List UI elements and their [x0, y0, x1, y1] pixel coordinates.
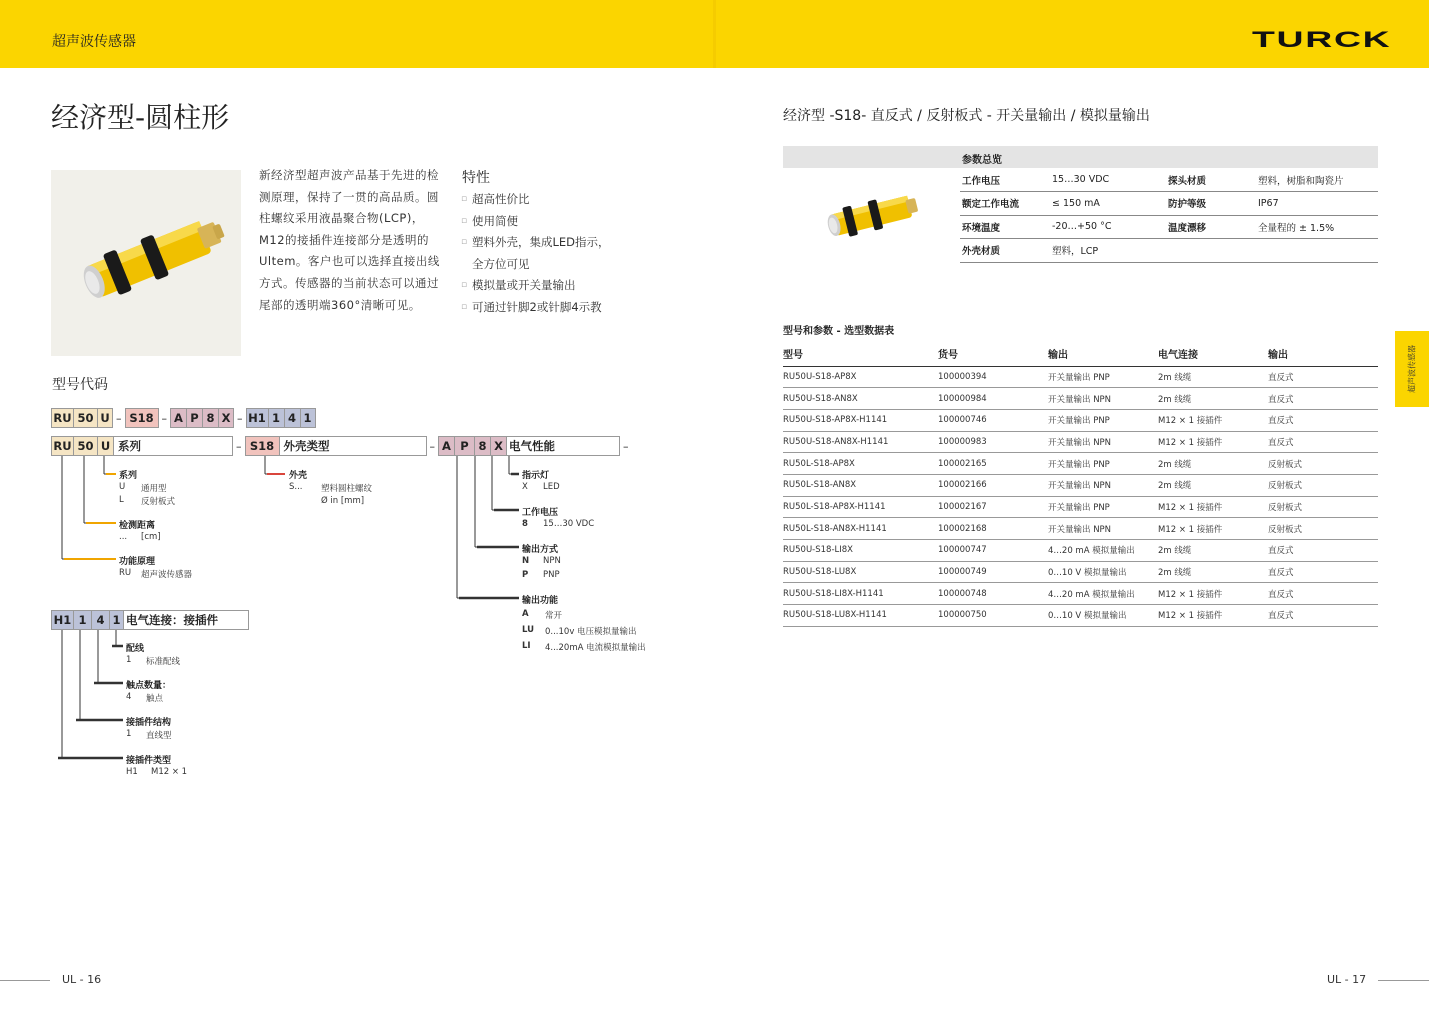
code-h1: H1	[246, 408, 268, 428]
legend-value: 0...10v 电压模拟量输出	[545, 627, 637, 637]
table-cell: 100000747	[938, 540, 1048, 562]
spec-key: 防护等级	[1166, 192, 1256, 216]
spec-header	[783, 146, 1378, 168]
page-number-left: UL - 16	[62, 973, 102, 986]
table-cell: 直反式	[1268, 409, 1378, 431]
table-cell: 100000750	[938, 605, 1048, 627]
turck-logo: TURCK	[1252, 27, 1392, 52]
legend-code: A	[522, 609, 529, 619]
table-cell: M12 × 1 接插件	[1158, 431, 1268, 453]
code-ru: RU	[51, 436, 73, 456]
col-mode: 输出	[1268, 342, 1378, 366]
spec-value: 塑料，LCP	[1050, 239, 1166, 263]
spec-row	[960, 239, 1378, 263]
table-row	[783, 366, 1378, 388]
spec-key: 工作电压	[960, 168, 1050, 192]
code-a: A	[438, 436, 454, 456]
legend-principle-title: 功能原理	[119, 557, 156, 567]
legend-value: 通用型	[141, 484, 167, 494]
table-cell: RU50U-S18-LU8X-H1141	[783, 605, 938, 627]
table-cell: 2m 线缆	[1158, 453, 1268, 475]
code-h1: H1	[51, 610, 73, 630]
table-row	[783, 409, 1378, 431]
table-cell: 开关量输出 NPN	[1048, 431, 1158, 453]
spec-key: 额定工作电流	[960, 192, 1050, 216]
table-cell: 100000394	[938, 366, 1048, 388]
code-s18: S18	[245, 436, 279, 456]
spec-key: 外壳材质	[960, 239, 1050, 263]
selection-title: 型号和参数 - 选型数据表	[783, 326, 895, 337]
table-cell: 0…10 V 模拟量输出	[1048, 561, 1158, 583]
spec-value: 15…30 VDC	[1050, 168, 1166, 192]
table-cell: M12 × 1 接插件	[1158, 409, 1268, 431]
code-conn-label: 电气连接：接插件	[123, 610, 249, 630]
table-cell: 直反式	[1268, 605, 1378, 627]
legend-structure-title: 接插件结构	[126, 718, 172, 728]
spec-row	[960, 215, 1378, 239]
code-u: U	[97, 408, 113, 428]
spec-header-label: 参数总览	[962, 155, 1002, 166]
table-cell: 0…10 V 模拟量输出	[1048, 605, 1158, 627]
code-elec-label: 电气性能	[506, 436, 620, 456]
code-dash: –	[116, 411, 122, 425]
feature-item: ▫ 模拟量或开关量输出	[462, 275, 642, 297]
legend-code: S...	[289, 482, 303, 492]
spec-value	[1256, 239, 1378, 263]
table-cell: RU50U-S18-AP8X-H1141	[783, 409, 938, 431]
table-row	[783, 388, 1378, 410]
description: 新经济型超声波产品基于先进的检测原理，保持了一贯的高品质。圆柱螺纹采用液晶聚合物(LCP)，M12的接插件连接部分是透明的Ultem。客户也可以选择直接出线方式。传感器的当前状态可以通过尾部的透明端360°清晰可见。	[259, 168, 440, 312]
code-8: 8	[474, 436, 490, 456]
table-cell: 开关量输出 NPN	[1048, 388, 1158, 410]
table-cell: 2m 线缆	[1158, 540, 1268, 562]
col-model: 型号	[783, 342, 938, 366]
table-cell: 2m 线缆	[1158, 366, 1268, 388]
table-cell: 直反式	[1268, 540, 1378, 562]
legend-code: RU	[119, 568, 132, 578]
legend-value: 塑料圆柱螺纹	[321, 484, 373, 494]
spec-value: 塑料，树脂和陶瓷片	[1256, 168, 1378, 192]
legend-value: Ø in [mm]	[321, 496, 365, 506]
legend-series-title: 系列	[119, 471, 138, 481]
table-row	[783, 453, 1378, 475]
code-series-label: 系列	[113, 436, 233, 456]
code-tree-lines	[0, 0, 714, 800]
table-cell: 直反式	[1268, 583, 1378, 605]
table-cell: RU50U-S18-LI8X	[783, 540, 938, 562]
legend-code: N	[522, 556, 530, 566]
table-cell: 100000748	[938, 583, 1048, 605]
table-cell: M12 × 1 接插件	[1158, 583, 1268, 605]
code-title: 型号代码	[52, 377, 108, 393]
col-connection: 电气连接	[1158, 342, 1268, 366]
legend-code: ...	[119, 532, 128, 542]
table-cell: 开关量输出 PNP	[1048, 453, 1158, 475]
spec-value: 全量程的 ± 1.5%	[1256, 215, 1378, 239]
code-4: 4	[284, 408, 300, 428]
table-cell: 开关量输出 NPN	[1048, 474, 1158, 496]
table-cell: 直反式	[1268, 561, 1378, 583]
code-dash: –	[429, 439, 435, 453]
table-cell: 100002167	[938, 496, 1048, 518]
table-cell: 100000983	[938, 431, 1048, 453]
table-cell: 100002168	[938, 518, 1048, 540]
legend-range-title: 检测距离	[119, 521, 156, 531]
legend-value: 超声波传感器	[141, 570, 193, 580]
legend-output-mode-title: 输出方式	[522, 545, 559, 555]
footer-line	[1378, 980, 1429, 981]
table-cell: 反射板式	[1268, 453, 1378, 475]
sensor-image-small	[783, 168, 959, 264]
spec-row	[960, 168, 1378, 192]
table-cell: 开关量输出 PNP	[1048, 366, 1158, 388]
code-dash: –	[236, 439, 242, 453]
spec-value: -20…+50 °C	[1050, 215, 1166, 239]
feature-item: ▫ 使用简便	[462, 211, 642, 233]
section-label: 超声波传感器	[52, 34, 136, 50]
table-cell: 2m 线缆	[1158, 388, 1268, 410]
code-dash: –	[623, 439, 629, 453]
table-cell: 直反式	[1268, 388, 1378, 410]
code-8: 8	[202, 408, 218, 428]
table-cell: RU50L-S18-AP8X-H1141	[783, 496, 938, 518]
spec-table	[960, 168, 1378, 263]
legend-code: H1	[126, 767, 138, 777]
table-cell: 100002166	[938, 474, 1048, 496]
table-cell: RU50U-S18-LU8X	[783, 561, 938, 583]
legend-value: 常开	[545, 611, 563, 621]
spec-row	[960, 192, 1378, 216]
table-cell: 2m 线缆	[1158, 474, 1268, 496]
table-cell: 反射板式	[1268, 518, 1378, 540]
table-cell: 100000749	[938, 561, 1048, 583]
code-50: 50	[73, 408, 97, 428]
table-cell: 100000984	[938, 388, 1048, 410]
page-title: 经济型-圆柱形	[51, 101, 230, 134]
legend-output-func-title: 输出功能	[522, 596, 559, 606]
code-50: 50	[73, 436, 97, 456]
feature-item: ▫ 可通过针脚2或针脚4示教	[462, 297, 642, 319]
table-cell: 100002165	[938, 453, 1048, 475]
features-title: 特性	[462, 170, 490, 186]
spec-value: IP67	[1256, 192, 1378, 216]
legend-voltage-title: 工作电压	[522, 508, 559, 518]
legend-code: 4	[126, 692, 132, 702]
legend-code: P	[522, 570, 529, 580]
feature-item: 全方位可见	[472, 256, 530, 271]
table-cell: 开关量输出 PNP	[1048, 409, 1158, 431]
legend-led-title: 指示灯	[522, 471, 550, 481]
table-cell: M12 × 1 接插件	[1158, 605, 1268, 627]
legend-code: X	[522, 482, 528, 492]
legend-value: 4...20mA 电流模拟量输出	[545, 643, 646, 653]
feature-item: ▫ 超高性价比	[462, 189, 642, 211]
side-tab	[1395, 331, 1429, 407]
table-cell: 开关量输出 PNP	[1048, 496, 1158, 518]
table-cell: RU50L-S18-AP8X	[783, 453, 938, 475]
legend-value: M12 × 1	[151, 767, 188, 777]
table-row	[783, 561, 1378, 583]
table-cell: 直反式	[1268, 431, 1378, 453]
table-row	[783, 583, 1378, 605]
col-output: 输出	[1048, 342, 1158, 366]
spec-key	[1166, 239, 1256, 263]
table-cell: 开关量输出 NPN	[1048, 518, 1158, 540]
code-dash: –	[161, 411, 167, 425]
legend-code: 8	[522, 519, 528, 529]
legend-value: 反射板式	[141, 497, 176, 507]
table-cell: M12 × 1 接插件	[1158, 518, 1268, 540]
code-a: A	[170, 408, 186, 428]
legend-value: NPN	[543, 556, 561, 566]
table-cell: 2m 线缆	[1158, 561, 1268, 583]
table-row	[783, 474, 1378, 496]
code-1b: 1	[109, 610, 123, 630]
legend-code: LI	[522, 641, 531, 651]
table-cell: RU50U-S18-AP8X	[783, 366, 938, 388]
table-cell: RU50L-S18-AN8X	[783, 474, 938, 496]
feature-item: ▫ 塑料外壳，集成LED指示，	[462, 232, 642, 254]
selection-body	[783, 366, 1378, 626]
legend-value: LED	[543, 482, 560, 492]
table-cell: 直反式	[1268, 366, 1378, 388]
legend-value: 触点	[146, 694, 164, 704]
spec-photo	[783, 168, 959, 264]
legend-conn-type-title: 接插件类型	[126, 756, 172, 766]
table-cell: 100000746	[938, 409, 1048, 431]
legend-value: [cm]	[141, 532, 161, 542]
col-id: 货号	[938, 342, 1048, 366]
legend-code: 1	[126, 655, 132, 665]
code-1: 1	[268, 408, 284, 428]
code-dash: –	[237, 411, 243, 425]
table-cell: RU50U-S18-AN8X-H1141	[783, 431, 938, 453]
table-cell: RU50U-S18-LI8X-H1141	[783, 583, 938, 605]
legend-contacts-title: 触点数量：	[126, 681, 172, 691]
table-cell: 4…20 mA 模拟量输出	[1048, 540, 1158, 562]
table-cell: 反射板式	[1268, 474, 1378, 496]
code-x: X	[490, 436, 506, 456]
legend-housing-title: 外壳	[289, 471, 308, 481]
side-tab-label: 超声波传感器	[1407, 345, 1417, 393]
code-p: P	[186, 408, 202, 428]
spec-key: 环境温度	[960, 215, 1050, 239]
table-row	[783, 540, 1378, 562]
legend-wiring-title: 配线	[126, 644, 145, 654]
table-cell: RU50U-S18-AN8X	[783, 388, 938, 410]
page-number-right: UL - 17	[1327, 973, 1367, 986]
legend-code: U	[119, 482, 126, 492]
legend-value: 15…30 VDC	[543, 519, 595, 529]
code-u: U	[97, 436, 113, 456]
table-cell: 4…20 mA 模拟量输出	[1048, 583, 1158, 605]
right-title: 经济型 -S18- 直反式 / 反射板式 - 开关量输出 / 模拟量输出	[783, 108, 1150, 124]
code-x: X	[218, 408, 234, 428]
spec-key: 探头材质	[1166, 168, 1256, 192]
table-row	[783, 605, 1378, 627]
legend-value: 标准配线	[146, 657, 181, 667]
code-p: P	[454, 436, 474, 456]
table-cell: 反射板式	[1268, 496, 1378, 518]
spec-key: 温度漂移	[1166, 215, 1256, 239]
table-row	[783, 496, 1378, 518]
table-cell: M12 × 1 接插件	[1158, 496, 1268, 518]
code-s18: S18	[125, 408, 159, 428]
code-housing-label: 外壳类型	[279, 436, 427, 456]
footer-line	[0, 980, 50, 981]
code-ru: RU	[51, 408, 73, 428]
legend-code: L	[119, 495, 124, 505]
code-1b: 1	[300, 408, 316, 428]
legend-value: PNP	[543, 570, 560, 580]
legend-value: 直线型	[146, 731, 172, 741]
table-row	[783, 518, 1378, 540]
code-1: 1	[73, 610, 91, 630]
legend-code: LU	[522, 625, 535, 635]
selection-table	[783, 342, 1378, 627]
table-row	[783, 431, 1378, 453]
spec-value: ≤ 150 mA	[1050, 192, 1166, 216]
legend-code: 1	[126, 729, 132, 739]
code-row-connection	[51, 610, 249, 630]
table-cell: RU50L-S18-AN8X-H1141	[783, 518, 938, 540]
table-header-row	[783, 342, 1378, 366]
code-4: 4	[91, 610, 109, 630]
